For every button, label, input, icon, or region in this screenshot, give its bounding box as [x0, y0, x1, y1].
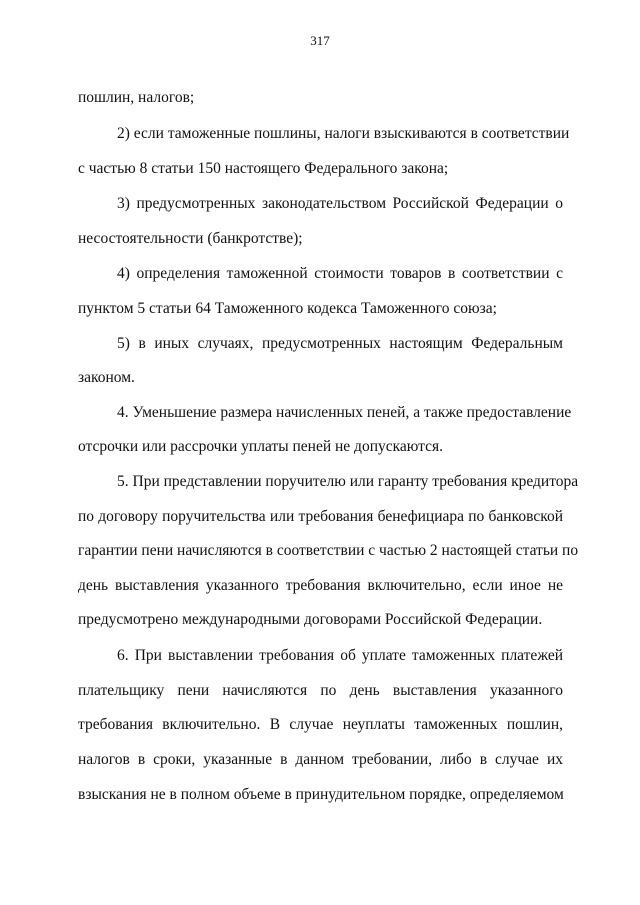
text-line: налогов в сроки, указанные в данном требовании, либо в случае их: [78, 751, 563, 768]
text-line: пунктом 5 статьи 64 Таможенного кодекса Таможенного союза;: [78, 300, 497, 317]
text-line: предусмотрено международными договорами Российской Федерации.: [78, 611, 543, 628]
text-line: 2) если таможенные пошлины, налоги взыскиваются в соответствии: [117, 125, 570, 142]
text-line: 5) в иных случаях, предусмотренных настоящим Федеральным: [117, 335, 563, 352]
text-line: 4) определения таможенной стоимости товаров в соответствии с: [117, 265, 563, 282]
text-line: несостоятельности (банкротстве);: [78, 230, 303, 247]
text-line: законом.: [78, 369, 135, 386]
page-number: 317: [310, 33, 330, 48]
text-line: гарантии пени начисляются в соответствии с частью 2 настоящей статьи по: [78, 542, 579, 559]
text-line: день выставления указанного требования включительно, если иное не: [78, 577, 563, 594]
text-line: пошлин, налогов;: [78, 89, 195, 106]
text-line: взыскания не в полном объеме в принудительном порядке, определяемом: [78, 786, 564, 803]
text-line: 4. Уменьшение размера начисленных пеней, а также предоставление: [117, 404, 572, 421]
text-line: плательщику пени начисляются по день выставления указанного: [78, 682, 563, 699]
text-line: требования включительно. В случае неуплаты таможенных пошлин,: [78, 716, 563, 733]
text-line: 6. При выставлении требования об уплате таможенных платежей: [117, 647, 563, 664]
text-line: по договору поручительства или требования бенефициара по банковской: [78, 508, 563, 525]
text-line: с частью 8 статьи 150 настоящего Федерального закона;: [78, 160, 449, 177]
text-line: 3) предусмотренных законодательством Российской Федерации о: [117, 195, 563, 212]
text-line: 5. При представлении поручителю или гаранту требования кредитора: [117, 473, 579, 490]
text-line: отсрочки или рассрочки уплаты пеней не допускаются.: [78, 438, 444, 455]
